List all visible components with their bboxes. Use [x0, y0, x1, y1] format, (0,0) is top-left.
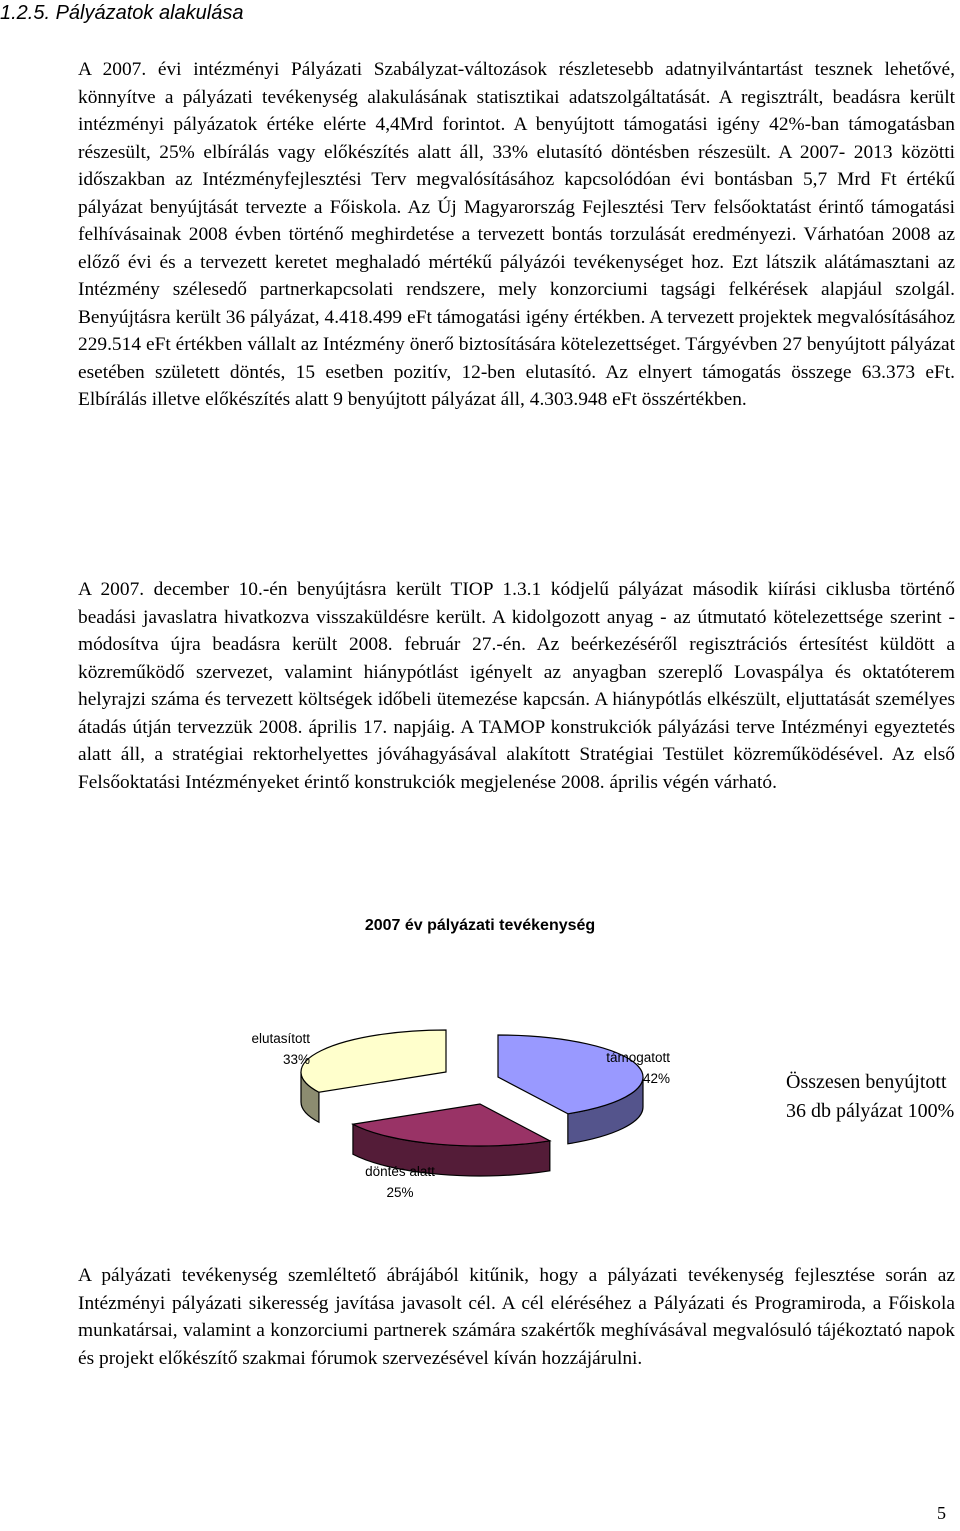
body-paragraph-1: A 2007. évi intézményi Pályázati Szabályzat-változások részletesebb adatnyilvántartást tesznek lehetővé, könnyítve a pályázati tevékenység alakulásának statisztikai adatszolgáltatását. A regisztrált, beadásra került intézményi pályázatok értéke elérte 4,4Mrd forintot. A benyújtott támogatási igény 42%-ban támogatásban részesült, 25% elbírálás vagy előkészítés alatt áll, 33% elutasító döntésben részesült. A 2007- 2013 közötti időszakban az Intézményfejlesztési Terv megvalósításához kapcsolódóan évi bontásban 5,7 Mrd Ft értékű pályázat benyújtását tervezte a Főiskola. Az Új Magyarország Fejlesztési Terv felsőoktatást érintő támogatási felhívásainak 2008 évben történő meghirdetése a tervezett bontás torzulását eredményezi. Várhatóan 2008 az előző évi és a tervezett keretet meghaladó mértékű pályázói tevékenységet hoz. Ezt látszik alátámasztani az Intézmény szélesedő partnerkapcsolati rendszere, mely konzorciumi tagsági felkérések alapjául szolgál. Benyújtásra került 36 pályázat, 4.418.499 eFt támogatási igény értékben. A tervezett projektek megvalósításához 229.514 eFt értékben vállalt az Intézmény önerő biztosítására kötelezettséget. Tárgyévben 27 benyújtott pályázat esetében született döntés, 15 esetben pozitív, 12-ben elutasító. Az elnyert támogatás összege 63.373 eFt. Elbírálás illetve előkészítés alatt 9 benyújtott pályázat áll, 4.303.948 eFt összértékben. [78, 59, 955, 410]
slice-value-1: 25% [386, 1185, 414, 1200]
page-number: 5 [937, 1503, 946, 1523]
slice-label-1: döntés alatt [365, 1164, 435, 1179]
slice-value-0: 42% [642, 1071, 670, 1086]
pie-slice-2 [301, 1030, 446, 1092]
section-heading: 1.2.5. Pályázatok alakulása [0, 2, 244, 24]
chart-annotation: Összesen benyújtott 36 db pályázat 100% [786, 1071, 955, 1122]
chart-title: 2007 év pályázati tevékenység [364, 917, 596, 934]
body-paragraph-3: A pályázati tevékenység szemléltető ábrájából kitűnik, hogy a pályázati tevékenység fejlesztése során az Intézményi pályázati sikeresség javítása javasolt cél. A cél eléréséhez a Pályázati és Programiroda, a Főiskola munkatársai, valamint a konzorciumi partnerek számára szakértők meghívásával megvalósuló tájékoztató napok és projekt előkészítő szakmai fórumok szervezésével kíván hozzájárulni. [78, 1265, 955, 1369]
pie-chart [240, 1010, 720, 1215]
body-paragraph-2: A 2007. december 10.-én benyújtásra került TIOP 1.3.1 kódjelű pályázat második kiírási ciklusba történő beadási javaslatra hivatkozva visszaküldésre került. A kidolgozott anyag - az útmutató kötelezettsége szerint - módosítva újra beadásra került 2008. február 27.-én. Az beérkezéséről regisztrációs értesítést küldött a közreműködő szervezet, valamint hiánypótlást igényelt az anyagban szereplő Lovaspálya és oktatóterem helyrajzi száma és tervezett költségek időbeli ütemezése kapcsán. A hiánypótlás elkészült, eljuttatását személyes átadás útján tervezzük 2008. április 17. napjáig. A TAMOP konstrukciók pályázási terve Intézményi egyeztetés alatt áll, a stratégiai rektorhelyettes jóváhagyásával alakított Stratégiai Testület közreműködésével. Az első Felsőoktatási Intézményeket érintő konstrukciók megjelenése 2008. április végén várható. [78, 579, 955, 793]
slice-label-0: támogatott [606, 1050, 670, 1065]
slice-label-2: elutasított [251, 1031, 310, 1046]
slice-value-2: 33% [282, 1052, 310, 1067]
